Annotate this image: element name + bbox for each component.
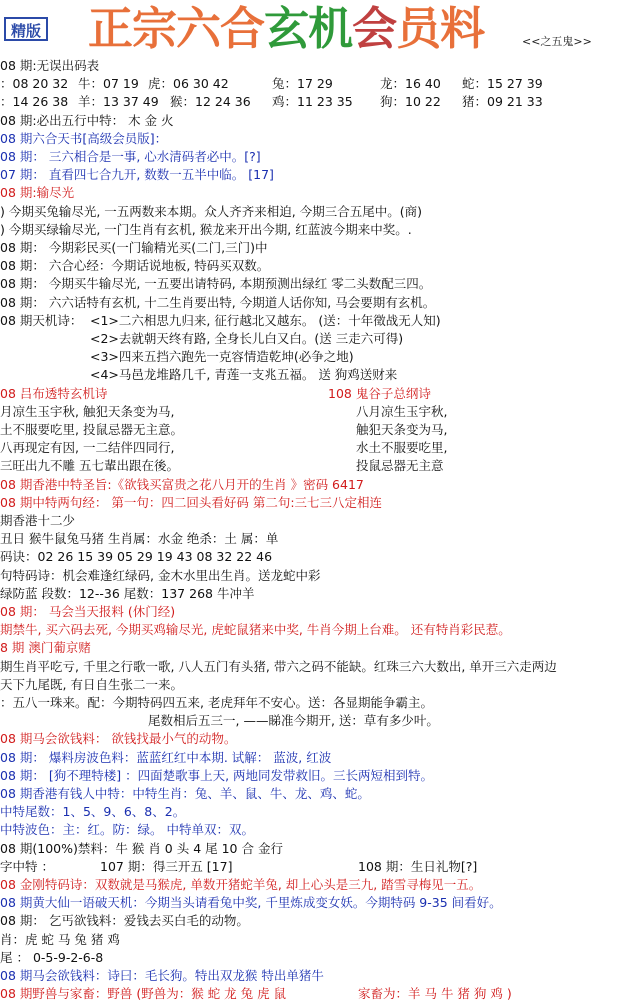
text-line (0, 348, 621, 366)
line-segment: 天下九尾既, 有日自生张二一来。 (0, 676, 183, 692)
line-segment: 08 期： 乞丐欲钱料：爱钱去买白毛的动物。 (0, 913, 249, 929)
line-segment: ) 今期买绿输尽光, 一门生肖有玄机, 猴龙来开出今期, 红蓝波今期来中奖。. (0, 221, 412, 237)
line-segment: 八月凉生玉宇秋, (356, 403, 448, 419)
line-segment: 狗：10 22 (380, 94, 441, 110)
text-line (0, 621, 621, 639)
line-segment: 08 期天机诗： (0, 312, 83, 328)
line-segment: 投鼠忌器无主意 (356, 458, 444, 474)
text-line (0, 221, 621, 239)
page-title (88, 2, 484, 56)
text-line (0, 130, 621, 148)
line-segment: 08 期： 六合心经：今期话说地板, 特码买双数。 (0, 258, 270, 274)
line-segment: 08 期： 马会当天报料 (休门经) (0, 604, 176, 619)
line-segment: 牛：07 19 (78, 76, 139, 92)
title-char: 正 (88, 2, 133, 55)
line-segment: 水土不服要吃里, (356, 440, 448, 456)
line-segment: <4>马邑龙堆路几千, 青莲一支兆五福。 送 狗鸡送财来 (90, 367, 398, 383)
line-segment: ：五八一珠来。配：今期特码四五来, 老虎拜年不安心。送：各显期能争霸主。 (0, 695, 433, 710)
text-line (0, 985, 621, 1003)
text-line (0, 894, 621, 912)
text-line (0, 821, 621, 839)
text-line (0, 967, 621, 985)
text-line (0, 548, 621, 566)
line-segment: 猪：09 21 33 (462, 94, 543, 110)
line-segment: 土不服要吃里, 投鼠忌器无主意。 (0, 422, 183, 437)
text-line (0, 93, 621, 111)
text-line (0, 112, 621, 130)
text-line (0, 694, 621, 712)
line-segment: 08 期： 三六相合是一事, 心水清码者必中。[?] (0, 149, 261, 164)
title-char: 料 (440, 2, 485, 55)
text-line (0, 567, 621, 585)
text-line (0, 203, 621, 221)
text-line (0, 585, 621, 603)
line-segment: 08 期中特两句经： 第一句：四二回头看好码 第二句:三七三八定相连 (0, 494, 383, 510)
line-segment: ：08 20 32 (0, 76, 69, 92)
line-segment: 期生肖平吃亏, 千里之行歌一歌, 八人五门有头猪, 带六之码不能缺。红珠三六大数出, 单开三六走两边 (0, 658, 557, 674)
text-line (0, 476, 621, 494)
text-line (0, 257, 621, 275)
text-line (0, 312, 621, 330)
text-line (0, 166, 621, 184)
title-char: 机 (308, 2, 353, 55)
line-segment: 108 鬼谷子总纲诗 (328, 385, 431, 401)
line-segment: 08 期： 今期彩民买(一门输精光买(二门,三门)中 (0, 240, 268, 255)
text-line (0, 75, 621, 93)
title-char: 玄 (264, 2, 309, 55)
text-line (0, 767, 621, 785)
title-char: 六 (176, 2, 221, 55)
line-segment: 触犯天条变为马, (356, 422, 448, 437)
text-line (0, 876, 621, 894)
text-line (0, 184, 621, 202)
line-segment: 107 期：得三开五 [17] (100, 858, 233, 874)
line-segment: 八再现定有因, 一二结伴四同行, (0, 440, 175, 456)
text-line (0, 712, 621, 730)
text-line (0, 457, 621, 475)
line-segment: 08 期： 六六话特有玄机, 十二生肖要出特, 今期道人话你知, 马会要期有玄机。 (0, 294, 436, 310)
text-line (0, 403, 621, 421)
line-segment: 08 期： 爆料房波色料：蓝蓝红红中本期. 试解： 蓝波, 红波 (0, 749, 332, 765)
author-tag: <<之五鬼>> (522, 35, 592, 48)
title-char: 合 (220, 2, 265, 55)
line-segment: 家畜为：羊 马 牛 猪 狗 鸡 ) (358, 986, 512, 1002)
line-segment: 08 期:输尽光 (0, 185, 75, 201)
line-segment: 尾 ： 0-5-9-2-6-8 (0, 949, 104, 965)
text-line (0, 949, 621, 967)
line-segment: 龙：16 40 (380, 76, 441, 92)
text-line (0, 512, 621, 530)
line-segment: 羊：13 37 49 (78, 94, 159, 110)
text-line (0, 366, 621, 384)
line-segment: 蛇：15 27 39 (462, 76, 543, 92)
text-line (0, 530, 621, 548)
line-segment: 字中特 ： (0, 858, 54, 874)
line-segment: <3>四来五挡六跑先一克容情造乾坤(必争之地) (90, 349, 354, 365)
line-segment: 08 期马会欲钱料：诗曰：毛长狗。特出双龙猴 特出单猪牛 (0, 968, 324, 983)
text-line (0, 57, 621, 75)
line-segment: 08 期:无误出码表 (0, 58, 100, 73)
text-line (0, 603, 621, 621)
line-segment: 绿防蓝 段数：12--36 尾数：137 268 牛冲羊 (0, 585, 255, 601)
line-segment: 码诀：02 26 15 39 05 29 19 43 08 32 22 46 (0, 549, 273, 565)
text-line (0, 912, 621, 930)
line-segment: 08 期(100%)禁料：牛 猴 肖 0 头 4 尾 10 合 金行 (0, 840, 283, 856)
line-segment: 鸡：11 23 35 (272, 94, 353, 110)
line-segment: 虎：06 30 42 (148, 76, 229, 92)
line-segment: 尾数相后五三一, ——睇准今期开, 送：草有多少叶。 (148, 713, 439, 729)
line-segment: 08 期： 今期买牛输尽光, 一五要出请特码, 本期预测出绿红 零二头数配三四。 (0, 276, 432, 292)
line-segment: 句特码诗：机会难逢红绿码, 金木水里出生肖。送龙蛇中彩 (0, 567, 321, 583)
line-segment: 猴：12 24 36 (170, 94, 251, 110)
line-segment: 08 期野兽与家畜：野兽 (野兽为：猴 蛇 龙 兔 虎 鼠 (0, 986, 287, 1002)
line-segment: 中特尾数：1、5、9、6、8、2。 (0, 804, 186, 820)
text-line (0, 439, 621, 457)
text-line (0, 803, 621, 821)
title-char: 宗 (132, 2, 177, 55)
text-line (0, 294, 621, 312)
text-line (0, 239, 621, 257)
line-segment: 108 期：生日礼物[?] (358, 858, 478, 874)
edition-badge: 精版 (4, 17, 48, 41)
line-segment: 08 期六合天书[高级会员版]： (0, 130, 168, 146)
text-line (0, 494, 621, 512)
line-segment: 期禁牛, 买六码去死, 今期买鸡输尽光, 虎蛇鼠猪来中奖, 牛肖今期上台难。 还有特肖彩民惹。 (0, 622, 511, 638)
header (0, 0, 621, 58)
text-line (0, 730, 621, 748)
line-segment: 08 期香港中特圣旨:《欲钱买富贵之花八月开的生肖 》密码 6417 (0, 476, 364, 492)
line-segment: 07 期： 直看四七合九开, 数数一五半中临。 [17] (0, 167, 274, 183)
line-segment: 中特波色：主：红。防：绿。 中特单双：双。 (0, 822, 254, 838)
line-segment: 8 期 澳门葡京赌 (0, 640, 91, 656)
text-line (0, 840, 621, 858)
text-line (0, 275, 621, 293)
text-line (0, 676, 621, 694)
line-segment: <1>二六相思九归来, 征行越北又越东。 (送：十年徵战无人知) (90, 312, 441, 328)
line-segment: 兔：17 29 (272, 76, 333, 92)
text-line (0, 330, 621, 348)
text-line (0, 148, 621, 166)
line-segment: 三旺出九不雕 五七輩出跟在後。 (0, 458, 179, 474)
line-segment: 08 金刚特码诗：双数就是马猴虎, 单数开猪蛇羊兔, 却上心头是三九, 踏雪寻梅见一五。 (0, 877, 482, 892)
line-segment: 08 吕布透特玄机诗 (0, 385, 108, 401)
line-segment: 08 期香港有钱人中特：中特生肖：兔、羊、鼠、牛、龙、鸡、蛇。 (0, 786, 370, 801)
line-segment: ：14 26 38 (0, 94, 69, 110)
text-line (0, 749, 621, 767)
line-segment: ) 今期买兔输尽光, 一五两数来本期。众人齐齐来相迫, 今期三合五尾中。(商) (0, 203, 422, 219)
text-line (0, 639, 621, 657)
line-segment: 期香港十二少 (0, 513, 76, 528)
line-segment: 08 期:必出五行中特： 木 金 火 (0, 112, 174, 128)
text-line (0, 658, 621, 676)
line-segment: 08 期： [狗不理特楼] ：四面楚歌事上天, 两地同发带救旧。三长两短相到特。 (0, 767, 434, 783)
text-line (0, 785, 621, 803)
line-segment: <2>去就朝天终有路, 全身长儿白又白。(送 三走六可得) (90, 331, 404, 346)
title-char: 员 (396, 2, 441, 55)
text-line (0, 931, 621, 949)
text-line (0, 858, 621, 876)
line-segment: 肖：虎 蛇 马 兔 猪 鸡 (0, 931, 120, 947)
text-line (0, 385, 621, 403)
text-line (0, 421, 621, 439)
line-segment: 丑日 猴牛鼠兔马猪 生肖属：水金 绝杀：土 属：单 (0, 531, 279, 547)
title-char: 会 (352, 2, 397, 55)
line-segment: 月凉生玉宇秋, 触犯天条变为马, (0, 403, 175, 419)
line-segment: 08 期马会欲钱料： 欲钱找最小气的动物。 (0, 731, 237, 747)
line-segment: 08 期黄大仙一语破天机：今期当头请看兔中奖, 千里炼成变女妖。今期特码 9-35 间看好。 (0, 895, 502, 911)
